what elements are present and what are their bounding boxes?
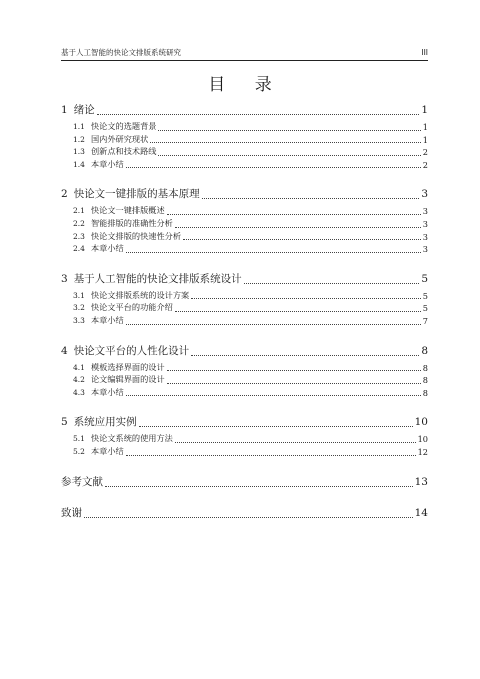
toc-entry-title: 本章小结 xyxy=(90,386,124,397)
toc-entry-page: 3 xyxy=(422,231,428,242)
toc-entry-number: 4.1 xyxy=(73,362,85,372)
toc-entry-title: 本章小结 xyxy=(90,243,124,254)
toc-dot-leader xyxy=(191,355,419,356)
toc-dot-leader xyxy=(167,383,421,384)
toc-entry-chapter[interactable] xyxy=(61,415,428,430)
toc-entry-label xyxy=(73,230,181,244)
toc-entry-number: 3.3 xyxy=(73,315,85,325)
toc-entry-title: 国内外研究现状 xyxy=(90,133,149,144)
toc-dot-leader xyxy=(191,298,421,299)
toc-dot-leader xyxy=(167,370,421,371)
toc-entry-number: 1.3 xyxy=(73,147,85,157)
toc-entry-label xyxy=(73,301,173,315)
toc-dot-leader xyxy=(105,486,413,487)
toc-entry-page: 7 xyxy=(422,315,428,326)
toc-dot-leader xyxy=(158,130,420,131)
toc-entry-title: 快论文一键排版的基本原理 xyxy=(73,188,200,201)
toc-entry-number: 4.3 xyxy=(73,387,85,397)
toc-entry-title: 模板选择界面的设计 xyxy=(90,361,165,372)
header-rule xyxy=(61,60,428,61)
toc-entry-label xyxy=(73,445,124,459)
toc-dot-leader xyxy=(175,442,416,443)
toc-entry-title: 创新点和技术路线 xyxy=(90,146,157,157)
table-of-contents xyxy=(61,103,428,521)
toc-entry-label xyxy=(73,133,148,147)
toc-entry-number: 2.4 xyxy=(73,244,85,254)
toc-dot-leader xyxy=(167,214,421,215)
toc-entry-chapter[interactable] xyxy=(61,187,428,202)
toc-entry-page: 14 xyxy=(414,506,428,519)
toc-entry-page: 5 xyxy=(422,303,428,314)
toc-entry-title: 快论文排版的快速性分析 xyxy=(90,230,182,241)
toc-dot-leader xyxy=(139,426,413,427)
toc-entry-number: 3.2 xyxy=(73,303,85,313)
toc-entry-page: 8 xyxy=(421,344,428,357)
toc-entry-title: 参考文献 xyxy=(61,475,103,488)
toc-entry-page: 3 xyxy=(422,206,428,217)
toc-entry-label xyxy=(73,432,173,446)
toc-entry-number: 3.1 xyxy=(73,290,85,300)
toc-entry-chapter[interactable] xyxy=(61,475,428,490)
toc-entry-page: 10 xyxy=(417,434,428,445)
toc-dot-leader xyxy=(158,155,420,156)
toc-entry-number: 4 xyxy=(61,344,68,357)
toc-entry-title: 快论文的选题背景 xyxy=(90,121,157,131)
toc-entry-number: 2 xyxy=(61,188,68,201)
toc-entry-label xyxy=(73,158,124,172)
toc-entry-title: 智能排版的准确性分析 xyxy=(90,217,173,228)
toc-entry-title: 本章小结 xyxy=(90,158,124,169)
toc-entry-label xyxy=(73,204,165,218)
toc-entry-number: 2.3 xyxy=(73,231,85,241)
toc-entry-section[interactable] xyxy=(61,315,428,328)
toc-entry-chapter[interactable] xyxy=(61,272,428,287)
toc-dot-leader xyxy=(150,142,421,143)
toc-entry-label xyxy=(73,217,173,231)
toc-entry-number: 5.2 xyxy=(73,446,85,456)
toc-entry-number: 1 xyxy=(61,104,68,116)
toc-entry-page: 8 xyxy=(422,387,428,398)
toc-entry-title: 本章小结 xyxy=(90,314,124,325)
toc-entry-number: 1.4 xyxy=(73,159,85,169)
toc-entry-page: 1 xyxy=(421,104,428,116)
toc-entry-title: 系统应用实例 xyxy=(73,416,137,429)
toc-entry-page: 3 xyxy=(421,188,428,201)
toc-entry-title: 快论文一键排版概述 xyxy=(90,205,165,216)
toc-entry-label xyxy=(61,272,242,287)
toc-entry-section[interactable] xyxy=(61,243,428,256)
toc-entry-label xyxy=(61,475,103,490)
toc-entry-page: 8 xyxy=(422,362,428,373)
toc-entry-label xyxy=(73,361,165,375)
toc-entry-page: 5 xyxy=(421,272,428,285)
toc-dot-leader xyxy=(126,252,421,253)
toc-entry-label xyxy=(73,386,124,400)
toc-entry-title: 论文编辑界面的设计 xyxy=(90,374,165,385)
toc-entry-number: 5 xyxy=(61,416,68,429)
toc-entry-page: 3 xyxy=(422,244,428,255)
toc-entry-page: 13 xyxy=(414,475,428,488)
toc-dot-leader xyxy=(202,198,420,199)
toc-entry-label xyxy=(73,242,124,256)
header-title: 基于人工智能的快论文排版系统研究 xyxy=(61,48,181,57)
toc-entry-section[interactable] xyxy=(61,387,428,400)
toc-entry-label xyxy=(73,289,189,303)
toc-entry-title: 快论文排版系统的设计方案 xyxy=(90,289,190,300)
toc-entry-section[interactable] xyxy=(61,446,428,459)
toc-entry-label xyxy=(73,373,165,387)
toc-entry-label xyxy=(73,314,124,328)
toc-entry-section[interactable] xyxy=(61,159,428,172)
toc-entry-number: 4.2 xyxy=(73,375,85,385)
running-header xyxy=(61,47,428,59)
toc-entry-page: 8 xyxy=(422,375,428,386)
toc-entry-number: 3 xyxy=(61,272,68,285)
toc-dot-leader xyxy=(175,227,421,228)
toc-entry-chapter[interactable] xyxy=(61,506,428,521)
toc-entry-label xyxy=(61,344,189,359)
toc-entry-page: 12 xyxy=(417,446,428,457)
toc-dot-leader xyxy=(126,455,416,456)
toc-dot-leader xyxy=(126,167,421,168)
toc-entry-label xyxy=(61,415,137,430)
toc-entry-page: 2 xyxy=(422,147,428,158)
toc-entry-label xyxy=(61,506,82,521)
toc-entry-title: 致谢 xyxy=(61,506,82,519)
toc-entry-page: 3 xyxy=(422,218,428,229)
toc-dot-leader xyxy=(84,517,413,518)
toc-entry-page: 5 xyxy=(422,290,428,301)
toc-entry-number: 2.2 xyxy=(73,218,85,228)
toc-dot-leader xyxy=(126,395,421,396)
toc-dot-leader xyxy=(97,114,420,115)
toc-entry-number: 2.1 xyxy=(73,206,85,216)
toc-entry-title: 快论文平台的人性化设计 xyxy=(73,344,190,357)
toc-entry-chapter[interactable] xyxy=(61,103,428,118)
toc-entry-title: 基于人工智能的快论文排版系统设计 xyxy=(73,272,242,285)
header-page-number: III xyxy=(421,48,428,57)
toc-dot-leader xyxy=(183,239,421,240)
toc-entry-title: 本章小结 xyxy=(90,445,124,456)
toc-entry-title: 快论文系统的使用方法 xyxy=(90,433,173,444)
toc-entry-label xyxy=(73,120,156,134)
toc-entry-number: 5.1 xyxy=(73,434,85,444)
toc-entry-title: 快论文平台的功能介绍 xyxy=(90,302,173,313)
toc-entry-page: 2 xyxy=(422,159,428,170)
toc-entry-chapter[interactable] xyxy=(61,344,428,359)
toc-entry-page: 1 xyxy=(422,122,428,132)
toc-entry-label xyxy=(73,145,156,159)
toc-dot-leader xyxy=(175,311,421,312)
toc-entry-page: 10 xyxy=(414,416,428,429)
toc-entry-number: 1.1 xyxy=(73,122,85,131)
toc-dot-leader xyxy=(126,324,421,325)
toc-title: 目 录 xyxy=(208,75,284,95)
toc-entry-label xyxy=(61,103,95,118)
toc-dot-leader xyxy=(244,283,420,284)
toc-entry-title: 绪论 xyxy=(73,104,95,116)
toc-entry-page: 1 xyxy=(422,134,428,145)
toc-entry-label xyxy=(61,187,200,202)
toc-entry-number: 1.2 xyxy=(73,134,85,144)
